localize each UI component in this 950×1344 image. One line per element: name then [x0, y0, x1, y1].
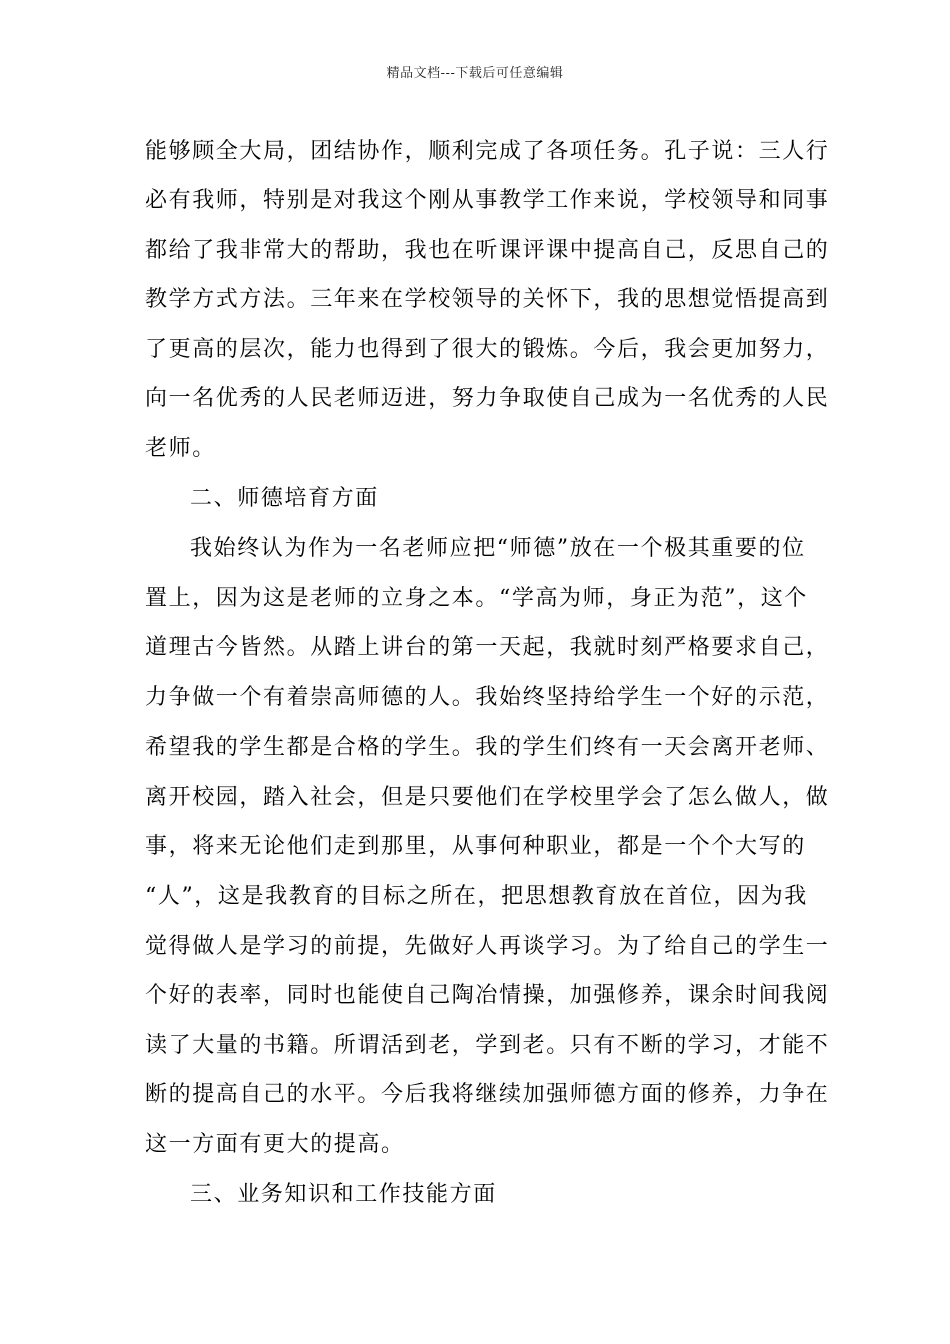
- text-line: 必有我师，特别是对我这个刚从事教学工作来说，学校领导和同事: [145, 188, 830, 213]
- text-line: 读了大量的书籍。所谓活到老，学到老。只有不断的学习，才能不: [145, 1033, 830, 1058]
- text-line: 道理古今皆然。从踏上讲台的第一天起，我就时刻严格要求自己，: [145, 635, 830, 660]
- text-line: 断的提高自己的水平。今后我将继续加强师德方面的修养，力争在: [145, 1082, 830, 1107]
- text-line: 离开校园，踏入社会，但是只要他们在学校里学会了怎么做人，做: [145, 785, 830, 810]
- text-line: 置上，因为这是老师的立身之本。“学高为师，身正为范”，这个: [145, 586, 808, 611]
- text-line: 老师。: [145, 436, 216, 461]
- page-header: 精品文档---下载后可任意编辑: [386, 66, 564, 81]
- text-line: 了更高的层次，能力也得到了很大的锻炼。今后，我会更加努力，: [145, 337, 830, 362]
- section-heading: 三、业务知识和工作技能方面: [190, 1182, 497, 1207]
- text-line: 都给了我非常大的帮助，我也在听课评课中提高自己，反思自己的: [145, 238, 830, 263]
- text-line: 向一名优秀的人民老师迈进，努力争取使自己成为一名优秀的人民: [145, 386, 830, 411]
- text-line: 觉得做人是学习的前提，先做好人再谈学习。为了给自己的学生一: [145, 934, 830, 959]
- text-line: 我始终认为作为一名老师应把“师德”放在一个极其重要的位: [190, 536, 806, 561]
- text-line: 个好的表率，同时也能使自己陶冶情操，加强修养，课余时间我阅: [145, 983, 830, 1008]
- text-line: 力争做一个有着崇高师德的人。我始终坚持给学生一个好的示范，: [145, 685, 830, 710]
- section-heading: 二、师德培育方面: [190, 486, 379, 511]
- text-line: “人”，这是我教育的目标之所在，把思想教育放在首位，因为我: [145, 884, 808, 909]
- text-line: 能够顾全大局，团结协作，顺利完成了各项任务。孔子说：三人行: [145, 139, 830, 164]
- text-line: 这一方面有更大的提高。: [145, 1132, 405, 1157]
- text-line: 教学方式方法。三年来在学校领导的关怀下，我的思想觉悟提高到: [145, 287, 830, 312]
- text-line: 希望我的学生都是合格的学生。我的学生们终有一天会离开老师、: [145, 735, 830, 760]
- text-line: 事，将来无论他们走到那里，从事何种职业，都是一个个大写的: [145, 834, 806, 859]
